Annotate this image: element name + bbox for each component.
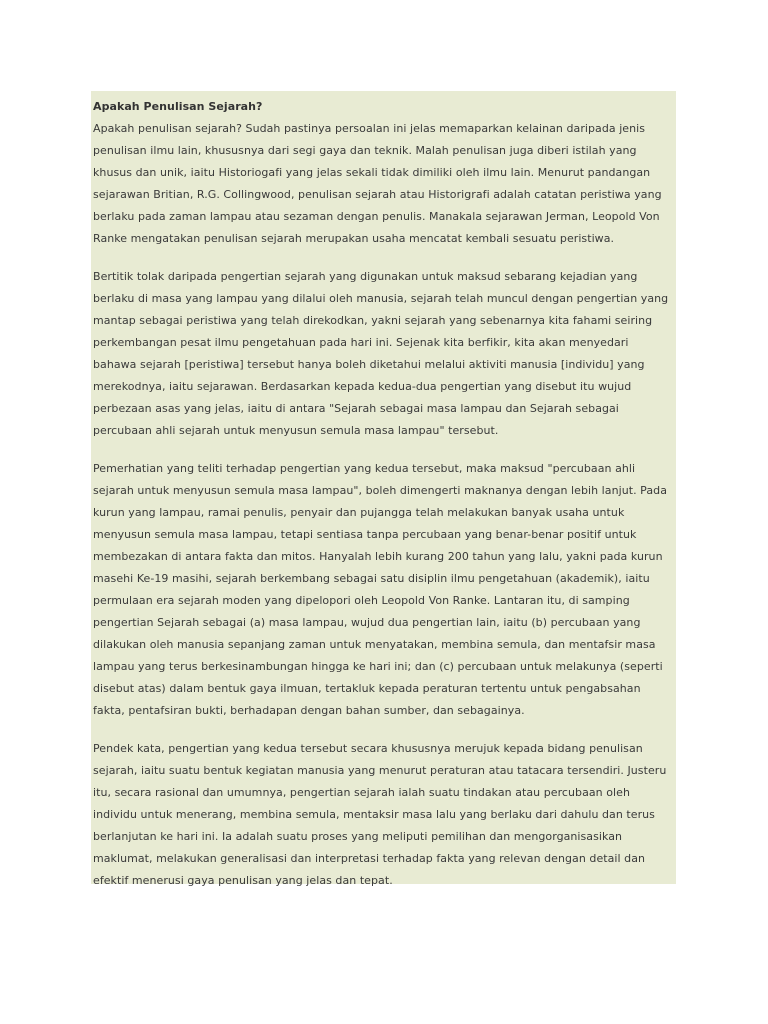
- article-paragraph-4: Pendek kata, pengertian yang kedua tersebut secara khususnya merujuk kepada bidang penulisan sejarah, iaitu suatu bentuk kegiatan manusia yang menurut peraturan atau tatacara tersendiri. Justeru itu, secara rasional dan umumnya, pengertian sejarah ialah suatu tindakan atau percubaan oleh individu untuk menerang, membina semula, mentaksir masa lalu yang berlaku dari dahulu dan terus berlanjutan ke hari ini. Ia adalah suatu proses yang meliputi pemilihan dan mengorganisasikan maklumat, melakukan generalisasi dan interpretasi terhadap fakta yang relevan dengan detail dan efektif menerusi gaya penulisan yang jelas dan tepat.: [93, 742, 667, 887]
- article-title: Apakah Penulisan Sejarah?: [93, 100, 263, 113]
- article-paragraph-2: Bertitik tolak daripada pengertian sejarah yang digunakan untuk maksud sebarang kejadian yang berlaku di masa yang lampau yang dilalui oleh manusia, sejarah telah muncul dengan pengertian yang mantap sebagai peristiwa yang telah direkodkan, yakni sejarah yang sebenarnya kita fahami seiring perkembangan pesat ilmu pengetahuan pada hari ini. Sejenak kita berfikir, kita akan menyedari bahawa sejarah [peristiwa] tersebut hanya boleh diketahui melalui aktiviti manusia [individu] yang merekodnya, iaitu sejarawan. Berdasarkan kepada kedua-dua pengertian yang disebut itu wujud perbezaan asas yang jelas, iaitu di antara "Sejarah sebagai masa lampau dan Sejarah sebagai percubaan ahli sejarah untuk menyusun semula masa lampau" tersebut.: [93, 270, 669, 437]
- article-block: [91, 91, 676, 887]
- article-paragraph-3: Pemerhatian yang teliti terhadap pengertian yang kedua tersebut, maka maksud "percubaan ahli sejarah untuk menyusun semula masa lampau", boleh dimengerti maknanya dengan lebih lanjut. Pada kurun yang lampau, ramai penulis, penyair dan pujangga telah melakukan banyak usaha untuk menyusun semula masa lampau, tetapi sentiasa tanpa percubaan yang benar-benar positif untuk membezakan di antara fakta dan mitos. Hanyalah lebih kurang 200 tahun yang lalu, yakni pada kurun masehi Ke-19 masihi, sejarah berkembang sebagai satu disiplin ilmu pengetahuan (akademik), iaitu permulaan era sejarah moden yang dipelopori oleh Leopold Von Ranke. Lantaran itu, di samping pengertian Sejarah sebagai (a) masa lampau, wujud dua pengertian lain, iaitu (b) percubaan yang dilakukan oleh manusia sepanjang zaman untuk menyatakan, membina semula, dan mentafsir masa lampau yang terus berkesinambungan hingga ke hari ini; dan (c) percubaan untuk melakunya (seperti disebut atas) dalam bentuk gaya ilmuan, tertakluk kepada peraturan tertentu untuk pengabsahan fakta, pentafsiran bukti, berhadapan dengan bahan sumber, dan sebagainya.: [93, 462, 667, 717]
- article-paragraph-1: Apakah penulisan sejarah? Sudah pastinya persoalan ini jelas memaparkan kelainan daripada jenis penulisan ilmu lain, khususnya dari segi gaya dan teknik. Malah penulisan juga diberi istilah yang khusus dan unik, iaitu Historiogafi yang jelas sekali tidak dimiliki oleh ilmu lain. Menurut pandangan sejarawan Britian, R.G. Collingwood, penulisan sejarah atau Historigrafi adalah catatan peristiwa yang berlaku pada zaman lampau atau sezaman dengan penulis. Manakala sejarawan Jerman, Leopold Von Ranke mengatakan penulisan sejarah merupakan usaha mencatat kembali sesuatu peristiwa.: [93, 122, 662, 245]
